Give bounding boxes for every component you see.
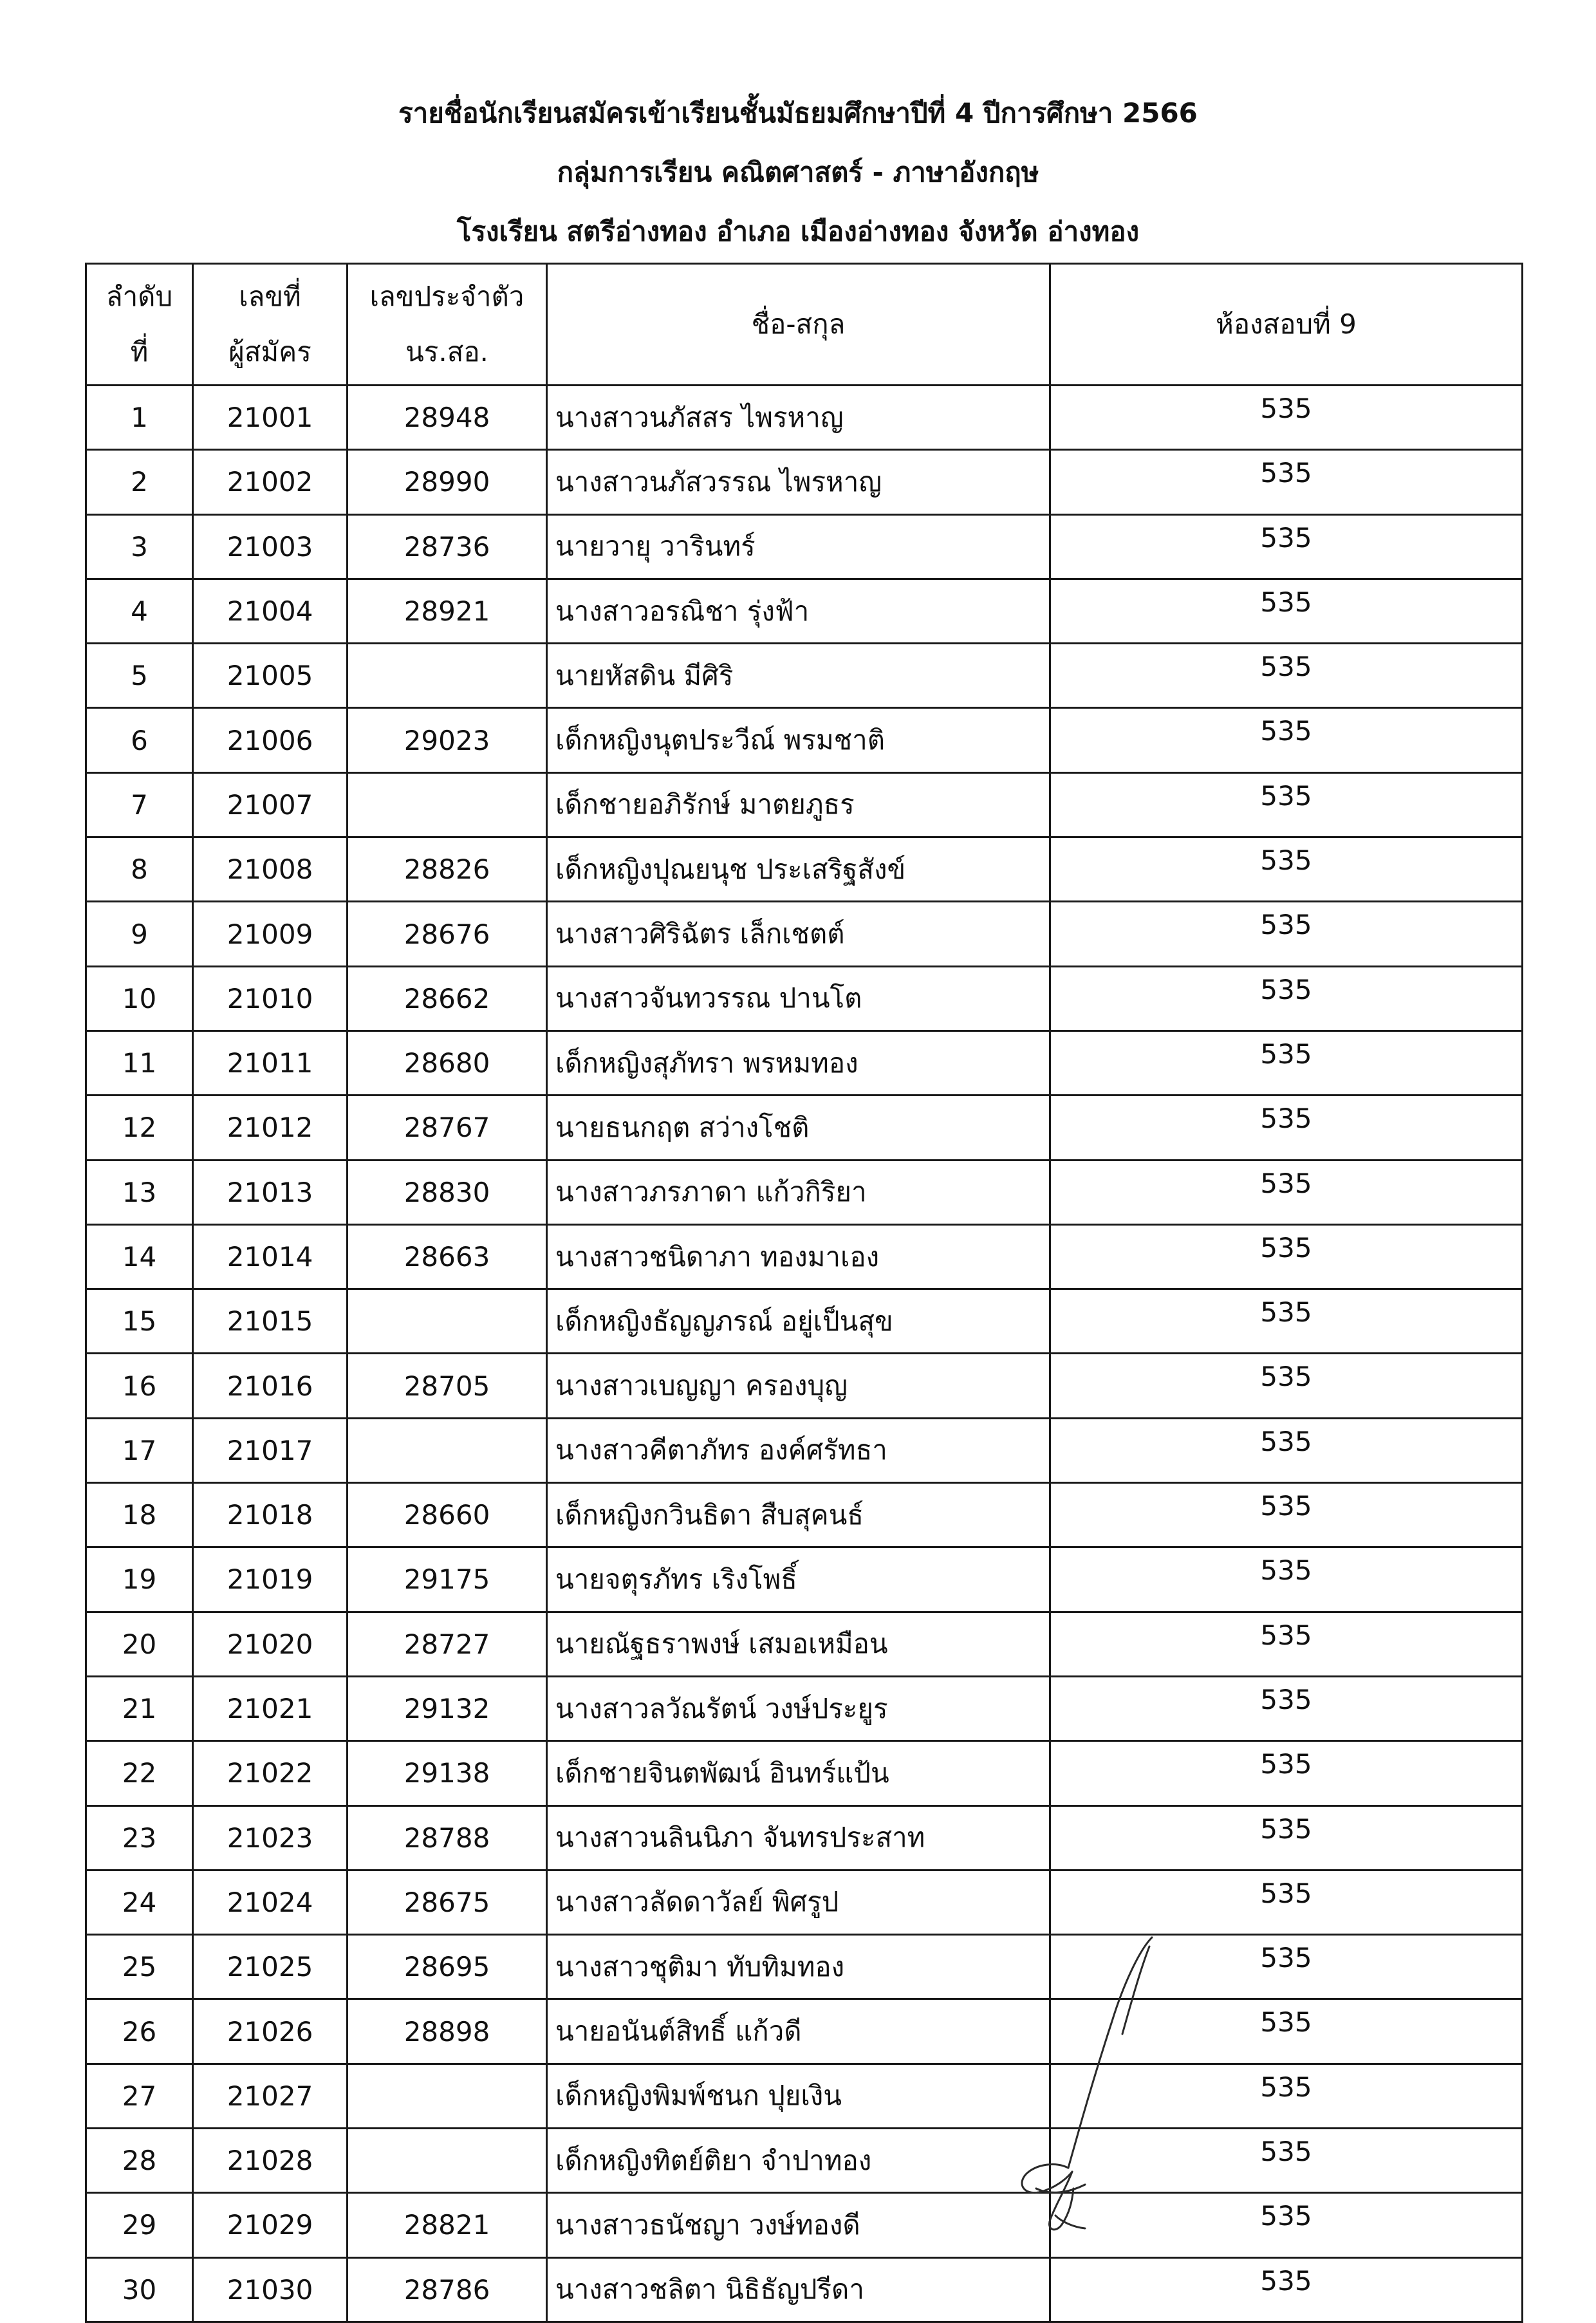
student-id-cell: 28663 xyxy=(348,1224,547,1289)
column-header-student-id xyxy=(348,264,547,386)
applicant-number-cell: 21013 xyxy=(193,1160,348,1224)
order-cell: 23 xyxy=(86,1805,193,1870)
order-cell: 9 xyxy=(86,902,193,966)
order-cell: 18 xyxy=(86,1483,193,1547)
table-row xyxy=(86,772,1523,837)
student-id-cell xyxy=(348,772,547,837)
exam-room-cell: 535 xyxy=(1050,1289,1523,1354)
order-cell: 25 xyxy=(86,1935,193,1999)
name-cell: นางสาวอรณิชา รุ่งฟ้า xyxy=(547,579,1050,643)
name-cell: นางสาวลัดดาวัลย์ พิศรูป xyxy=(547,1870,1050,1934)
student-id-cell: 28990 xyxy=(348,450,547,514)
name-cell: นางสาวนภัสวรรณ ไพรหาญ xyxy=(547,450,1050,514)
order-cell: 5 xyxy=(86,644,193,708)
name-cell: นางสาวนภัสสร ไพรหาญ xyxy=(547,386,1050,450)
student-id-cell: 29023 xyxy=(348,708,547,772)
table-row xyxy=(86,902,1523,966)
column-header-applicant-line2: ผู้สมัคร xyxy=(228,336,311,368)
table-row xyxy=(86,1289,1523,1354)
student-id-cell xyxy=(348,2129,547,2193)
applicant-number-cell: 21023 xyxy=(193,1805,348,1870)
applicant-number-cell: 21024 xyxy=(193,1870,348,1934)
order-cell: 29 xyxy=(86,2193,193,2257)
applicant-number-cell: 21026 xyxy=(193,1999,348,2064)
exam-room-cell: 535 xyxy=(1050,1418,1523,1482)
table-row xyxy=(86,579,1523,643)
exam-room-cell: 535 xyxy=(1050,1805,1523,1870)
student-id-cell: 28830 xyxy=(348,1160,547,1224)
table-row xyxy=(86,1096,1523,1160)
exam-room-cell: 535 xyxy=(1050,1160,1523,1224)
column-header-name: ชื่อ-สกุล xyxy=(547,264,1050,386)
order-cell: 17 xyxy=(86,1418,193,1482)
exam-room-cell: 535 xyxy=(1050,2129,1523,2193)
table-row xyxy=(86,514,1523,579)
name-cell: นางสาวธนัชญา วงษ์ทองดี xyxy=(547,2193,1050,2257)
exam-room-cell: 535 xyxy=(1050,1031,1523,1095)
table-row xyxy=(86,1999,1523,2064)
exam-room-cell: 535 xyxy=(1050,1354,1523,1418)
order-cell: 20 xyxy=(86,1612,193,1676)
exam-room-cell: 535 xyxy=(1050,1935,1523,1999)
exam-room-cell: 535 xyxy=(1050,386,1523,450)
order-cell: 7 xyxy=(86,772,193,837)
column-header-exam-room: ห้องสอบที่ 9 xyxy=(1050,264,1523,386)
order-cell: 8 xyxy=(86,837,193,902)
order-cell: 14 xyxy=(86,1224,193,1289)
table-row xyxy=(86,1547,1523,1612)
name-cell: นางสาวศิริฉัตร เล็กเชตต์ xyxy=(547,902,1050,966)
order-cell: 2 xyxy=(86,450,193,514)
applicant-number-cell: 21001 xyxy=(193,386,348,450)
order-cell: 4 xyxy=(86,579,193,643)
student-id-cell: 28676 xyxy=(348,902,547,966)
table-row xyxy=(86,1354,1523,1418)
student-id-cell xyxy=(348,1418,547,1482)
applicant-number-cell: 21018 xyxy=(193,1483,348,1547)
order-cell: 24 xyxy=(86,1870,193,1934)
name-cell: นายวายุ วารินทร์ xyxy=(547,514,1050,579)
name-cell: นางสาวนลินนิภา จันทรประสาท xyxy=(547,1805,1050,1870)
order-cell: 26 xyxy=(86,1999,193,2064)
applicant-number-cell: 21028 xyxy=(193,2129,348,2193)
table-row xyxy=(86,2257,1523,2322)
applicant-number-cell: 21027 xyxy=(193,2064,348,2128)
student-id-cell: 29175 xyxy=(348,1547,547,1612)
exam-room-cell: 535 xyxy=(1050,1612,1523,1676)
student-id-cell: 28660 xyxy=(348,1483,547,1547)
name-cell: นายณัฐธราพงษ์ เสมอเหมือน xyxy=(547,1612,1050,1676)
exam-room-cell: 535 xyxy=(1050,1224,1523,1289)
table-row xyxy=(86,2129,1523,2193)
name-cell: นางสาวลวัณรัตน์ วงษ์ประยูร xyxy=(547,1676,1050,1740)
order-cell: 27 xyxy=(86,2064,193,2128)
student-id-cell xyxy=(348,2064,547,2128)
table-row xyxy=(86,837,1523,902)
applicant-number-cell: 21004 xyxy=(193,579,348,643)
name-cell: นางสาวชลิตา นิธิธัญปรีดา xyxy=(547,2257,1050,2322)
applicant-number-cell: 21012 xyxy=(193,1096,348,1160)
table-row xyxy=(86,1612,1523,1676)
document-title: รายชื่อนักเรียนสมัครเข้าเรียนชั้นมัธยมศึกษาปีที่ 4 ปีการศึกษา 2566 xyxy=(398,97,1198,129)
order-cell: 19 xyxy=(86,1547,193,1612)
student-id-cell: 28948 xyxy=(348,386,547,450)
applicant-number-cell: 21017 xyxy=(193,1418,348,1482)
student-id-cell: 29132 xyxy=(348,1676,547,1740)
table-row xyxy=(86,2193,1523,2257)
exam-room-cell: 535 xyxy=(1050,2193,1523,2257)
order-cell: 10 xyxy=(86,966,193,1031)
exam-room-cell: 535 xyxy=(1050,1870,1523,1934)
order-cell: 22 xyxy=(86,1741,193,1805)
student-id-cell: 28736 xyxy=(348,514,547,579)
name-cell: เด็กหญิงนุตประวีณ์ พรมชาติ xyxy=(547,708,1050,772)
order-cell: 28 xyxy=(86,2129,193,2193)
exam-room-cell: 535 xyxy=(1050,450,1523,514)
table-row xyxy=(86,1031,1523,1095)
study-program: กลุ่มการเรียน คณิตศาสตร์ - ภาษาอังกฤษ xyxy=(557,156,1039,188)
name-cell: เด็กหญิงสุภัทรา พรหมทอง xyxy=(547,1031,1050,1095)
applicant-number-cell: 21025 xyxy=(193,1935,348,1999)
applicant-number-cell: 21029 xyxy=(193,2193,348,2257)
column-header-student-id-line1: เลขประจำตัว xyxy=(369,281,524,312)
applicant-number-cell: 21005 xyxy=(193,644,348,708)
column-header-order-line2: ที่ xyxy=(130,336,149,368)
exam-room-cell: 535 xyxy=(1050,579,1523,643)
student-id-cell: 28705 xyxy=(348,1354,547,1418)
column-header-applicant-line1: เลขที่ xyxy=(239,281,301,312)
table-row xyxy=(86,708,1523,772)
applicant-number-cell: 21006 xyxy=(193,708,348,772)
name-cell: นางสาวจันทวรรณ ปานโต xyxy=(547,966,1050,1031)
order-cell: 30 xyxy=(86,2257,193,2322)
exam-room-cell: 535 xyxy=(1050,1483,1523,1547)
applicant-number-cell: 21002 xyxy=(193,450,348,514)
name-cell: เด็กหญิงปุณยนุช ประเสริฐสังข์ xyxy=(547,837,1050,902)
name-cell: นางสาวชนิดาภา ทองมาเอง xyxy=(547,1224,1050,1289)
student-id-cell: 28680 xyxy=(348,1031,547,1095)
table-body xyxy=(86,386,1523,2322)
table-row xyxy=(86,1224,1523,1289)
applicant-number-cell: 21021 xyxy=(193,1676,348,1740)
student-id-cell: 28727 xyxy=(348,1612,547,1676)
order-cell: 16 xyxy=(86,1354,193,1418)
document-header xyxy=(0,84,1596,261)
name-cell: นายอนันต์สิทธิ์ แก้วดี xyxy=(547,1999,1050,2064)
applicant-number-cell: 21016 xyxy=(193,1354,348,1418)
student-id-cell: 28786 xyxy=(348,2257,547,2322)
name-cell: เด็กชายอภิรักษ์ มาตยภูธร xyxy=(547,772,1050,837)
name-cell: นางสาวชุติมา ทับทิมทอง xyxy=(547,1935,1050,1999)
student-id-cell: 28826 xyxy=(348,837,547,902)
applicant-number-cell: 21011 xyxy=(193,1031,348,1095)
applicant-number-cell: 21003 xyxy=(193,514,348,579)
applicant-number-cell: 21020 xyxy=(193,1612,348,1676)
table-header xyxy=(86,264,1523,386)
order-cell: 3 xyxy=(86,514,193,579)
name-cell: นายจตุรภัทร เริงโพธิ์ xyxy=(547,1547,1050,1612)
name-cell: เด็กหญิงธัญญภรณ์ อยู่เป็นสุข xyxy=(547,1289,1050,1354)
order-cell: 21 xyxy=(86,1676,193,1740)
applicant-number-cell: 21015 xyxy=(193,1289,348,1354)
student-id-cell: 28695 xyxy=(348,1935,547,1999)
exam-room-cell: 535 xyxy=(1050,1999,1523,2064)
applicant-table xyxy=(85,263,1523,2323)
table-row xyxy=(86,644,1523,708)
exam-room-cell: 535 xyxy=(1050,1676,1523,1740)
table-row xyxy=(86,1870,1523,1934)
name-cell: นายธนกฤต สว่างโชติ xyxy=(547,1096,1050,1160)
student-id-cell: 29138 xyxy=(348,1741,547,1805)
applicant-number-cell: 21014 xyxy=(193,1224,348,1289)
name-cell: เด็กหญิงกวินธิดา สืบสุคนธ์ xyxy=(547,1483,1050,1547)
student-id-cell: 28921 xyxy=(348,579,547,643)
exam-room-cell: 535 xyxy=(1050,1741,1523,1805)
name-cell: เด็กหญิงพิมพ์ชนก ปุยเงิน xyxy=(547,2064,1050,2128)
table-row xyxy=(86,966,1523,1031)
exam-room-cell: 535 xyxy=(1050,708,1523,772)
column-header-order xyxy=(86,264,193,386)
table-row xyxy=(86,450,1523,514)
order-cell: 1 xyxy=(86,386,193,450)
student-id-cell: 28767 xyxy=(348,1096,547,1160)
applicant-number-cell: 21022 xyxy=(193,1741,348,1805)
applicant-number-cell: 21007 xyxy=(193,772,348,837)
column-header-student-id-line2: นร.สอ. xyxy=(405,336,488,368)
name-cell: นางสาวคีตาภัทร องค์ศรัทธา xyxy=(547,1418,1050,1482)
student-id-cell: 28675 xyxy=(348,1870,547,1934)
exam-room-cell: 535 xyxy=(1050,902,1523,966)
table-row xyxy=(86,1805,1523,1870)
applicant-number-cell: 21008 xyxy=(193,837,348,902)
applicant-number-cell: 21010 xyxy=(193,966,348,1031)
table-row xyxy=(86,1676,1523,1740)
exam-room-cell: 535 xyxy=(1050,1547,1523,1612)
applicant-number-cell: 21030 xyxy=(193,2257,348,2322)
student-id-cell: 28821 xyxy=(348,2193,547,2257)
exam-room-cell: 535 xyxy=(1050,837,1523,902)
name-cell: เด็กชายจินตพัฒน์ อินทร์แป้น xyxy=(547,1741,1050,1805)
table-row xyxy=(86,386,1523,450)
column-header-order-line1: ลำดับ xyxy=(106,281,173,312)
school-location: โรงเรียน สตรีอ่างทอง อำเภอ เมืองอ่างทอง จังหวัด อ่างทอง xyxy=(456,216,1140,247)
column-header-applicant-number xyxy=(193,264,348,386)
name-cell: นางสาวเบญญา ครองบุญ xyxy=(547,1354,1050,1418)
order-cell: 6 xyxy=(86,708,193,772)
header-row xyxy=(86,264,1523,386)
order-cell: 12 xyxy=(86,1096,193,1160)
table-row xyxy=(86,1160,1523,1224)
order-cell: 13 xyxy=(86,1160,193,1224)
student-id-cell xyxy=(348,1289,547,1354)
table-row xyxy=(86,1935,1523,1999)
table-row xyxy=(86,1418,1523,1482)
exam-room-cell: 535 xyxy=(1050,644,1523,708)
exam-room-cell: 535 xyxy=(1050,1096,1523,1160)
student-id-cell: 28788 xyxy=(348,1805,547,1870)
applicant-number-cell: 21019 xyxy=(193,1547,348,1612)
name-cell: นางสาวภรภาดา แก้วกิริยา xyxy=(547,1160,1050,1224)
student-id-cell: 28662 xyxy=(348,966,547,1031)
student-id-cell xyxy=(348,644,547,708)
applicant-number-cell: 21009 xyxy=(193,902,348,966)
table-row xyxy=(86,1741,1523,1805)
order-cell: 11 xyxy=(86,1031,193,1095)
exam-room-cell: 535 xyxy=(1050,514,1523,579)
exam-room-cell: 535 xyxy=(1050,966,1523,1031)
exam-room-cell: 535 xyxy=(1050,2257,1523,2322)
name-cell: นายหัสดิน มีศิริ xyxy=(547,644,1050,708)
order-cell: 15 xyxy=(86,1289,193,1354)
name-cell: เด็กหญิงทิตย์ติยา จำปาทอง xyxy=(547,2129,1050,2193)
exam-room-cell: 535 xyxy=(1050,2064,1523,2128)
table-row xyxy=(86,1483,1523,1547)
handwritten-signature xyxy=(959,1925,1165,2246)
table-row xyxy=(86,2064,1523,2128)
exam-room-cell: 535 xyxy=(1050,772,1523,837)
student-id-cell: 28898 xyxy=(348,1999,547,2064)
